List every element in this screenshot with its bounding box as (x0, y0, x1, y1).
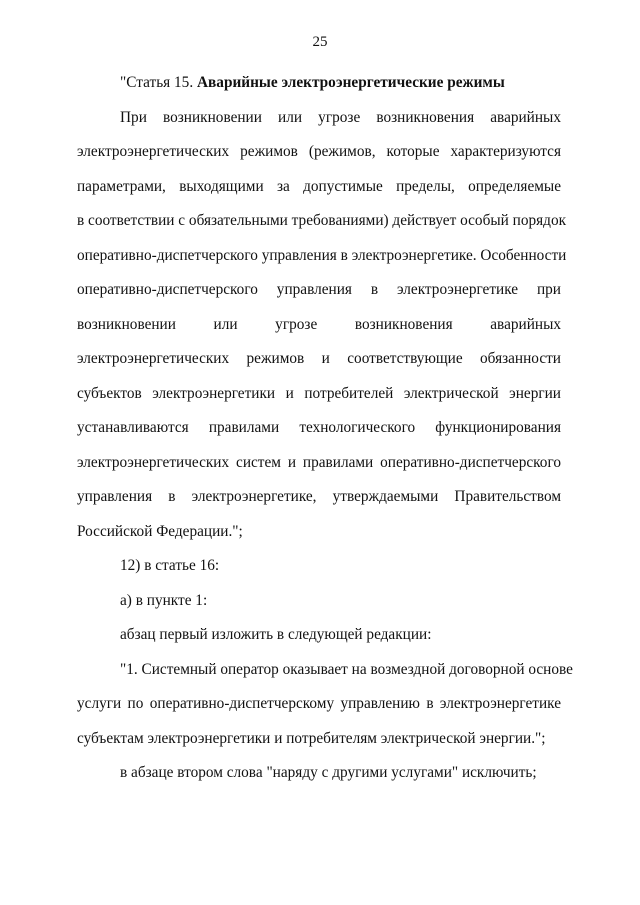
text-line: услуги по оперативно-диспетчерскому управлению в электроэнергетике (77, 695, 561, 712)
text-line: оперативно-диспетчерского управления в электроэнергетике при (77, 281, 561, 298)
instruction-paragraph: абзац первый изложить в следующей редакции: (120, 626, 432, 643)
text-line: в соответствии с обязательными требованиями) действует особый порядок (77, 212, 567, 229)
text-line: субъектам электроэнергетики и потребителям электрической энергии."; (77, 729, 546, 747)
text-line: оперативно-диспетчерского управления в электроэнергетике. Особенности (77, 246, 567, 264)
article-paragraph (77, 101, 567, 550)
document-body (77, 66, 573, 791)
item-12: 12) в статье 16: (120, 557, 220, 574)
text-line: "1. Системный оператор оказывает на возмездной договорной основе (120, 660, 573, 678)
text-line: управления в электроэнергетике, утверждаемыми Правительством (77, 488, 561, 505)
text-line: электроэнергетических режимов и соответствующие обязанности (77, 350, 561, 367)
text-line: электроэнергетических режимов (режимов, которые характеризуются (77, 143, 561, 160)
text-line: параметрами, выходящими за допустимые пределы, определяемые (77, 177, 561, 195)
text-line: Российской Федерации."; (77, 522, 243, 540)
article-prefix: "Статья 15. (120, 74, 197, 91)
subitem-a: а) в пункте 1: (120, 591, 208, 609)
article-heading (77, 66, 561, 101)
text-line: При возникновении или угрозе возникновения аварийных (120, 108, 561, 126)
article-title: Аварийные электроэнергетические режимы (196, 74, 505, 91)
text-line: субъектов электроэнергетики и потребителей электрической энергии (77, 384, 561, 402)
text-line: возникновении или угрозе возникновения аварийных (77, 315, 561, 333)
page-number: 25 (312, 34, 328, 50)
last-instruction: в абзаце втором слова "наряду с другими услугами" исключить; (120, 764, 537, 781)
text-line: электроэнергетических систем и правилами оперативно-диспетчерского (77, 453, 561, 471)
text-line: устанавливаются правилами технологического функционирования (77, 419, 561, 436)
quoted-paragraph (77, 653, 573, 757)
